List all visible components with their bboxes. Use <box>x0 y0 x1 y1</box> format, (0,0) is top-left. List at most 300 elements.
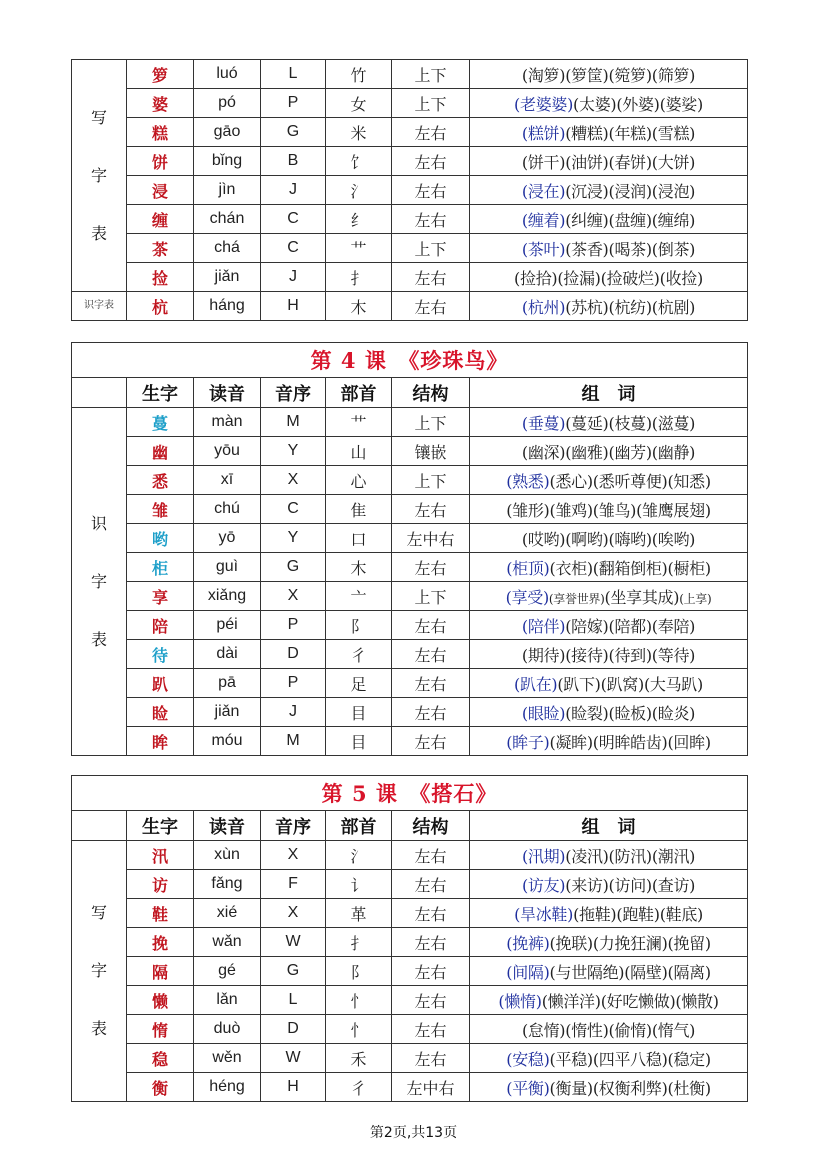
header-bu: 部首 <box>326 811 392 841</box>
table-row <box>72 234 748 263</box>
word: (雏鸟) <box>592 500 637 520</box>
index-cell: G <box>261 553 326 582</box>
structure-cell: 左右 <box>392 698 470 727</box>
structure-cell: 左右 <box>392 957 470 986</box>
word: (收捡) <box>659 268 703 288</box>
header-row <box>72 811 748 841</box>
radical-cell: 忄 <box>326 986 392 1015</box>
word: (期待) <box>521 645 566 665</box>
word: (汛期) <box>521 846 566 866</box>
word: (大饼) <box>651 152 696 172</box>
group-label: 识 字 表 <box>72 408 127 756</box>
radical-cell: 禾 <box>326 1044 392 1073</box>
words-cell <box>470 727 748 756</box>
words-cell <box>470 582 748 611</box>
word: (杜衡) <box>667 1078 711 1098</box>
word: (捡漏) <box>557 268 601 288</box>
word: (缠着) <box>521 210 566 230</box>
index-cell: X <box>261 466 326 495</box>
word: (杭剧) <box>651 297 696 317</box>
structure-cell: 左右 <box>392 495 470 524</box>
table-row <box>72 89 748 118</box>
word: (睑裂) <box>565 703 609 723</box>
header-blank <box>72 378 127 408</box>
radical-cell: 阝 <box>326 957 392 986</box>
word: (苏杭) <box>565 297 609 317</box>
index-cell: M <box>261 727 326 756</box>
word: (上享) <box>679 591 712 606</box>
word: (惰性) <box>565 1020 609 1040</box>
radical-cell: 阝 <box>326 611 392 640</box>
word: (外婆) <box>616 94 660 114</box>
pinyin-cell: móu <box>194 727 261 756</box>
word: (老婆婆) <box>514 94 574 114</box>
word: (力挽狂澜) <box>592 933 668 953</box>
word: (雏鹰展翅) <box>636 500 711 520</box>
word: (接待) <box>565 645 609 665</box>
char-cell: 趴 <box>127 669 194 698</box>
word: (糕饼) <box>521 123 566 143</box>
char-cell: 汛 <box>127 841 194 870</box>
char-cell: 杭 <box>127 292 194 321</box>
structure-cell: 左中右 <box>392 524 470 553</box>
word: (偷惰) <box>608 1020 652 1040</box>
char-cell: 柜 <box>127 553 194 582</box>
pinyin-cell: chán <box>194 205 261 234</box>
char-cell: 陪 <box>127 611 194 640</box>
pinyin-cell: bǐng <box>194 147 261 176</box>
radical-cell: 山 <box>326 437 392 466</box>
table-row <box>72 176 748 205</box>
pinyin-cell: wěn <box>194 1044 261 1073</box>
structure-cell: 左右 <box>392 1015 470 1044</box>
index-cell: Y <box>261 437 326 466</box>
header-yin: 读音 <box>194 378 261 408</box>
words-cell <box>470 1044 748 1073</box>
header-bu: 部首 <box>326 378 392 408</box>
structure-cell: 左右 <box>392 928 470 957</box>
word: (隔壁) <box>624 962 668 982</box>
index-cell: X <box>261 582 326 611</box>
word: (趴窝) <box>600 674 644 694</box>
index-cell: H <box>261 1073 326 1102</box>
pinyin-cell: jiǎn <box>194 263 261 292</box>
word: (哎哟) <box>521 529 566 549</box>
word: (知悉) <box>667 471 711 491</box>
words-cell <box>470 437 748 466</box>
word: (纠缠) <box>565 210 609 230</box>
pinyin-cell: luó <box>194 60 261 89</box>
words-cell <box>470 1015 748 1044</box>
word: (大马趴) <box>643 674 703 694</box>
index-cell: J <box>261 698 326 727</box>
char-cell: 访 <box>127 870 194 899</box>
word: (糟糕) <box>565 123 609 143</box>
words-cell <box>470 553 748 582</box>
table-row <box>72 1044 748 1073</box>
radical-cell: 彳 <box>326 640 392 669</box>
word: (浸在) <box>521 181 566 201</box>
word: (箩筐) <box>565 65 609 85</box>
word: (享誉世界) <box>548 591 605 606</box>
table-lesson-4 <box>71 342 748 756</box>
word: (眼睑) <box>521 703 566 723</box>
word: (来访) <box>565 875 609 895</box>
char-cell: 幽 <box>127 437 194 466</box>
pinyin-cell: xùn <box>194 841 261 870</box>
words-cell <box>470 147 748 176</box>
table-row <box>72 841 748 870</box>
index-cell: G <box>261 957 326 986</box>
word: (杭州) <box>521 297 566 317</box>
char-cell: 鞋 <box>127 899 194 928</box>
word: (陪嫁) <box>565 616 609 636</box>
word: (平衡) <box>506 1078 550 1098</box>
word: (趴在) <box>514 674 558 694</box>
word: (雏鸡) <box>549 500 593 520</box>
table-row <box>72 640 748 669</box>
index-cell: W <box>261 1044 326 1073</box>
words-cell <box>470 841 748 870</box>
group-label: 写 字 表 <box>72 60 127 292</box>
structure-cell: 左右 <box>392 553 470 582</box>
word: (茶叶) <box>521 239 566 259</box>
radical-cell: 口 <box>326 524 392 553</box>
word: (睑板) <box>608 703 652 723</box>
structure-cell: 左右 <box>392 870 470 899</box>
word: (太婆) <box>573 94 617 114</box>
words-cell <box>470 1073 748 1102</box>
lesson-title: 第 5 课 《搭石》 <box>72 776 748 811</box>
char-cell: 享 <box>127 582 194 611</box>
pinyin-cell: yō <box>194 524 261 553</box>
pinyin-cell: guì <box>194 553 261 582</box>
table-row <box>72 60 748 89</box>
table-row <box>72 957 748 986</box>
word: (坐享其成) <box>604 587 680 607</box>
structure-cell: 左右 <box>392 669 470 698</box>
word: (防汛) <box>608 846 652 866</box>
structure-cell: 左右 <box>392 205 470 234</box>
word: (旱冰鞋) <box>514 904 574 924</box>
table-row <box>72 118 748 147</box>
words-cell <box>470 640 748 669</box>
char-cell: 茶 <box>127 234 194 263</box>
words-cell <box>470 263 748 292</box>
header-zi: 生字 <box>127 811 194 841</box>
radical-cell: 米 <box>326 118 392 147</box>
word: (眸子) <box>506 732 550 752</box>
radical-cell: 扌 <box>326 263 392 292</box>
index-cell: D <box>261 640 326 669</box>
word: (好吃懒做) <box>600 991 676 1011</box>
lesson-title: 第 4 课 《珍珠鸟》 <box>72 343 748 378</box>
word: (嗨哟) <box>608 529 652 549</box>
index-cell: W <box>261 928 326 957</box>
pinyin-cell: pó <box>194 89 261 118</box>
word: (缠绵) <box>651 210 696 230</box>
word: (陪都) <box>608 616 652 636</box>
radical-cell: 氵 <box>326 176 392 205</box>
pinyin-cell: dài <box>194 640 261 669</box>
word: (箢箩) <box>608 65 652 85</box>
char-cell: 哟 <box>127 524 194 553</box>
structure-cell: 左中右 <box>392 1073 470 1102</box>
word: (潮汛) <box>651 846 696 866</box>
index-cell: C <box>261 234 326 263</box>
char-cell: 糕 <box>127 118 194 147</box>
words-cell <box>470 957 748 986</box>
pinyin-cell: jìn <box>194 176 261 205</box>
lesson-title-row <box>72 343 748 378</box>
char-cell: 浸 <box>127 176 194 205</box>
word: (雪糕) <box>651 123 696 143</box>
word: (浸泡) <box>651 181 696 201</box>
word: (拖鞋) <box>573 904 617 924</box>
structure-cell: 上下 <box>392 60 470 89</box>
table-row <box>72 1073 748 1102</box>
index-cell: P <box>261 89 326 118</box>
char-cell: 待 <box>127 640 194 669</box>
word: (沉浸) <box>565 181 609 201</box>
index-cell: J <box>261 263 326 292</box>
pinyin-cell: chú <box>194 495 261 524</box>
words-cell <box>470 89 748 118</box>
word: (浸润) <box>608 181 652 201</box>
index-cell: B <box>261 147 326 176</box>
index-cell: C <box>261 495 326 524</box>
index-cell: L <box>261 986 326 1015</box>
words-cell <box>470 928 748 957</box>
index-cell: J <box>261 176 326 205</box>
word: (悉听尊便) <box>592 471 668 491</box>
char-cell: 睑 <box>127 698 194 727</box>
word: (权衡利弊) <box>592 1078 668 1098</box>
index-cell: D <box>261 1015 326 1044</box>
table-row <box>72 611 748 640</box>
group-label: 识字表 <box>72 292 127 321</box>
index-cell: X <box>261 899 326 928</box>
word: (与世隔绝) <box>549 962 625 982</box>
radical-cell: 忄 <box>326 1015 392 1044</box>
pinyin-cell: xī <box>194 466 261 495</box>
radical-cell: 目 <box>326 698 392 727</box>
words-cell <box>470 986 748 1015</box>
char-cell: 捡 <box>127 263 194 292</box>
table-row <box>72 408 748 437</box>
pinyin-cell: fǎng <box>194 870 261 899</box>
radical-cell: 彳 <box>326 1073 392 1102</box>
header-row <box>72 378 748 408</box>
pinyin-cell: pā <box>194 669 261 698</box>
pinyin-cell: háng <box>194 292 261 321</box>
radical-cell: 木 <box>326 292 392 321</box>
words-cell <box>470 176 748 205</box>
word: (访友) <box>521 875 566 895</box>
pinyin-cell: duò <box>194 1015 261 1044</box>
header-ci: 组 词 <box>470 811 748 841</box>
word: (幽深) <box>521 442 566 462</box>
table-row <box>72 147 748 176</box>
word: (陪伴) <box>521 616 566 636</box>
word: (婆娑) <box>659 94 703 114</box>
radical-cell: 隹 <box>326 495 392 524</box>
radical-cell: 艹 <box>326 408 392 437</box>
words-cell <box>470 870 748 899</box>
lesson-title-row <box>72 776 748 811</box>
structure-cell: 左右 <box>392 899 470 928</box>
words-cell <box>470 205 748 234</box>
word: (睑炎) <box>651 703 696 723</box>
table-row <box>72 986 748 1015</box>
radical-cell: 革 <box>326 899 392 928</box>
word: (油饼) <box>565 152 609 172</box>
words-cell <box>470 292 748 321</box>
header-jie: 结构 <box>392 378 470 408</box>
table-row <box>72 1015 748 1044</box>
header-zi: 生字 <box>127 378 194 408</box>
word: (茶香) <box>565 239 609 259</box>
word: (幽芳) <box>608 442 652 462</box>
radical-cell: 足 <box>326 669 392 698</box>
radical-cell: 目 <box>326 727 392 756</box>
word: (懒散) <box>675 991 719 1011</box>
word: (翻箱倒柜) <box>592 558 668 578</box>
word: (查访) <box>651 875 696 895</box>
word: (怠惰) <box>521 1020 566 1040</box>
structure-cell: 上下 <box>392 408 470 437</box>
structure-cell: 上下 <box>392 466 470 495</box>
structure-cell: 上下 <box>392 89 470 118</box>
word: (等待) <box>651 645 696 665</box>
word: (筛箩) <box>651 65 696 85</box>
table-row <box>72 727 748 756</box>
word: (喝茶) <box>608 239 652 259</box>
radical-cell: 艹 <box>326 234 392 263</box>
pinyin-cell: xiǎng <box>194 582 261 611</box>
structure-cell: 左右 <box>392 611 470 640</box>
word: (盘缠) <box>608 210 652 230</box>
table-row <box>72 553 748 582</box>
char-cell: 衡 <box>127 1073 194 1102</box>
structure-cell: 左右 <box>392 1044 470 1073</box>
word: (啊哟) <box>565 529 609 549</box>
char-cell: 饼 <box>127 147 194 176</box>
header-ci: 组 词 <box>470 378 748 408</box>
word: (回眸) <box>667 732 711 752</box>
header-yin: 读音 <box>194 811 261 841</box>
word: (滋蔓) <box>651 413 696 433</box>
table-continued <box>71 59 748 321</box>
index-cell: M <box>261 408 326 437</box>
word: (访问) <box>608 875 652 895</box>
word: (挽联) <box>549 933 593 953</box>
group-label: 写 字 表 <box>72 841 127 1102</box>
word: (挽留) <box>667 933 711 953</box>
pinyin-cell: xié <box>194 899 261 928</box>
index-cell: L <box>261 60 326 89</box>
structure-cell: 左右 <box>392 841 470 870</box>
word: (幽雅) <box>565 442 609 462</box>
words-cell <box>470 118 748 147</box>
table-row <box>72 466 748 495</box>
pinyin-cell: lǎn <box>194 986 261 1015</box>
char-cell: 挽 <box>127 928 194 957</box>
word: (趴下) <box>557 674 601 694</box>
word: (橱柜) <box>667 558 711 578</box>
word: (幽静) <box>651 442 696 462</box>
pinyin-cell: héng <box>194 1073 261 1102</box>
word: (稳定) <box>667 1049 711 1069</box>
header-xu: 音序 <box>261 811 326 841</box>
words-cell <box>470 495 748 524</box>
radical-cell: 竹 <box>326 60 392 89</box>
char-cell: 隔 <box>127 957 194 986</box>
structure-cell: 上下 <box>392 582 470 611</box>
word: (捡拾) <box>514 268 558 288</box>
words-cell <box>470 466 748 495</box>
word: (春饼) <box>608 152 652 172</box>
table-row <box>72 524 748 553</box>
table-row <box>72 928 748 957</box>
char-cell: 雏 <box>127 495 194 524</box>
char-cell: 蔓 <box>127 408 194 437</box>
radical-cell: 氵 <box>326 841 392 870</box>
index-cell: P <box>261 669 326 698</box>
word: (挽裤) <box>506 933 550 953</box>
words-cell <box>470 698 748 727</box>
header-xu: 音序 <box>261 378 326 408</box>
char-cell: 箩 <box>127 60 194 89</box>
word: (跑鞋) <box>616 904 660 924</box>
word: (四平八稳) <box>592 1049 668 1069</box>
word: (平稳) <box>549 1049 593 1069</box>
word: (杭纺) <box>608 297 652 317</box>
word: (隔离) <box>667 962 711 982</box>
word: (凝眸) <box>549 732 593 752</box>
char-cell: 婆 <box>127 89 194 118</box>
word: (奉陪) <box>651 616 696 636</box>
words-cell <box>470 234 748 263</box>
word: (鞋底) <box>659 904 703 924</box>
char-cell: 悉 <box>127 466 194 495</box>
radical-cell: 饣 <box>326 147 392 176</box>
words-cell <box>470 899 748 928</box>
char-cell: 懒 <box>127 986 194 1015</box>
word: (惰气) <box>651 1020 696 1040</box>
word: (枝蔓) <box>608 413 652 433</box>
index-cell: C <box>261 205 326 234</box>
word: (间隔) <box>506 962 550 982</box>
char-cell: 缠 <box>127 205 194 234</box>
word: (唉哟) <box>651 529 696 549</box>
char-cell: 眸 <box>127 727 194 756</box>
word: (享受) <box>505 587 549 607</box>
pinyin-cell: chá <box>194 234 261 263</box>
words-cell <box>470 524 748 553</box>
table-row <box>72 698 748 727</box>
word: (衣柜) <box>549 558 593 578</box>
radical-cell: 纟 <box>326 205 392 234</box>
pinyin-cell: yōu <box>194 437 261 466</box>
table-row <box>72 495 748 524</box>
word: (蔓延) <box>565 413 609 433</box>
word: (衡量) <box>549 1078 593 1098</box>
table-row <box>72 437 748 466</box>
table-row <box>72 669 748 698</box>
pinyin-cell: péi <box>194 611 261 640</box>
pinyin-cell: gé <box>194 957 261 986</box>
